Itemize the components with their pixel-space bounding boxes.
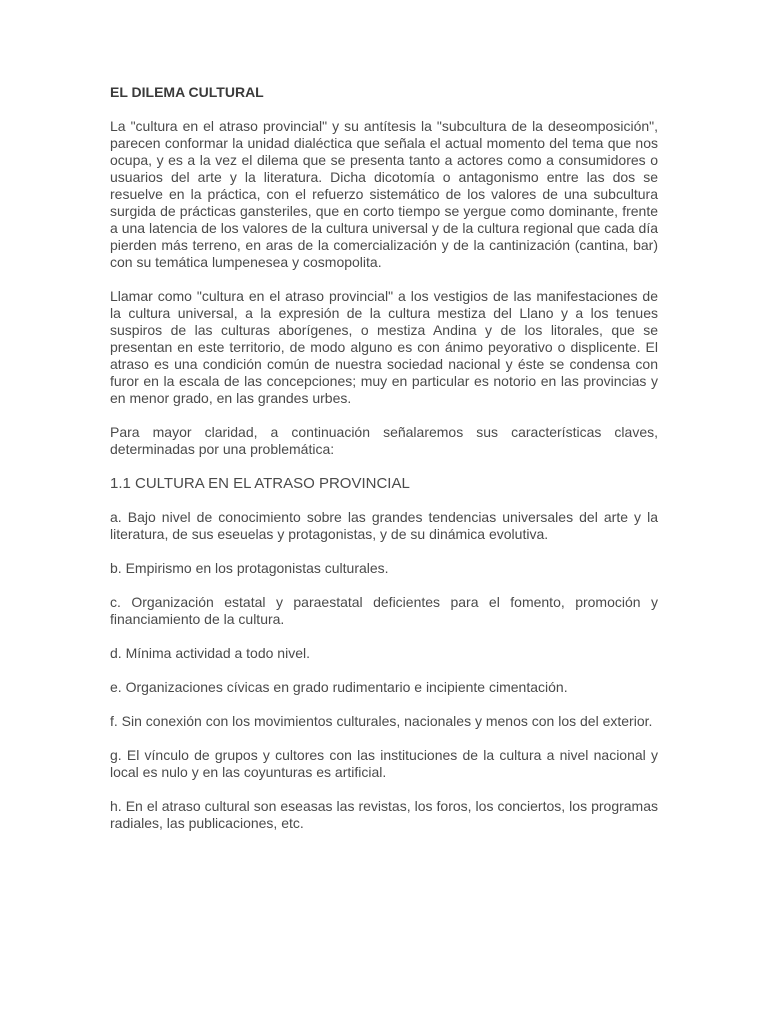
- list-item-h: h. En el atraso cultural son eseasas las revistas, los foros, los conciertos, los programas radiales, las publicaciones, etc.: [110, 798, 658, 831]
- list-item-e: e. Organizaciones cívicas en grado rudimentario e incipiente cimentación.: [110, 679, 568, 695]
- list-item-c: c. Organización estatal y paraestatal deficientes para el fomento, promoción y financiamiento de la cultura.: [110, 594, 658, 627]
- document-title: EL DILEMA CULTURAL: [110, 84, 264, 100]
- list-item-a: a. Bajo nivel de conocimiento sobre las grandes tendencias universales del arte y la literatura, de sus eseuelas y protagonistas, y de su dinámica evolutiva.: [110, 509, 658, 542]
- list-item-b: b. Empirismo en los protagonistas culturales.: [110, 560, 389, 576]
- document-page: [110, 84, 658, 849]
- paragraph-1: La "cultura en el atraso provincial" y su antítesis la "subcultura de la deseomposición", parecen conformar la unidad dialéctica que señala el actual momento del tema que nos ocupa, y es a la vez el dilema que se presenta tanto a actores como a consumidores o usuarios del arte y la literatura. Dicha dicotomía o antagonismo entre las dos se resuelve en la práctica, con el refuerzo sistemático de los valores de una subcultura surgida de prácticas gansteriles, que en corto tiempo se yergue como dominante, frente a una latencia de los valores de la cultura universal y de la cultura regional que cada día pierden más terreno, en aras de la comercialización y de la cantinización (cantina, bar) con su temática lumpenesea y cosmopolita.: [110, 118, 658, 270]
- paragraph-2: Llamar como "cultura en el atraso provincial" a los vestigios de las manifestaciones de la cultura universal, a la expresión de la cultura mestiza del Llano y a los tenues suspiros de las culturas aborígenes, o mestiza Andina y de los litorales, que se presentan en este territorio, de modo alguno es con ánimo peyorativo o displicente. El atraso es una condición común de nuestra sociedad nacional y éste se condensa con furor en la escala de las concepciones; muy en particular es notorio en las provincias y en menor grado, en las grandes urbes.: [110, 288, 658, 406]
- paragraph-3: Para mayor claridad, a continuación señalaremos sus características claves, determinadas por una problemática:: [110, 424, 658, 457]
- list-item-f: f. Sin conexión con los movimientos culturales, nacionales y menos con los del exterior.: [110, 713, 653, 729]
- section-heading: 1.1 CULTURA EN EL ATRASO PROVINCIAL: [110, 475, 410, 492]
- list-item-d: d. Mínima actividad a todo nivel.: [110, 645, 310, 661]
- list-item-g: g. El vínculo de grupos y cultores con las instituciones de la cultura a nivel nacional y local es nulo y en las coyunturas es artificial.: [110, 747, 658, 780]
